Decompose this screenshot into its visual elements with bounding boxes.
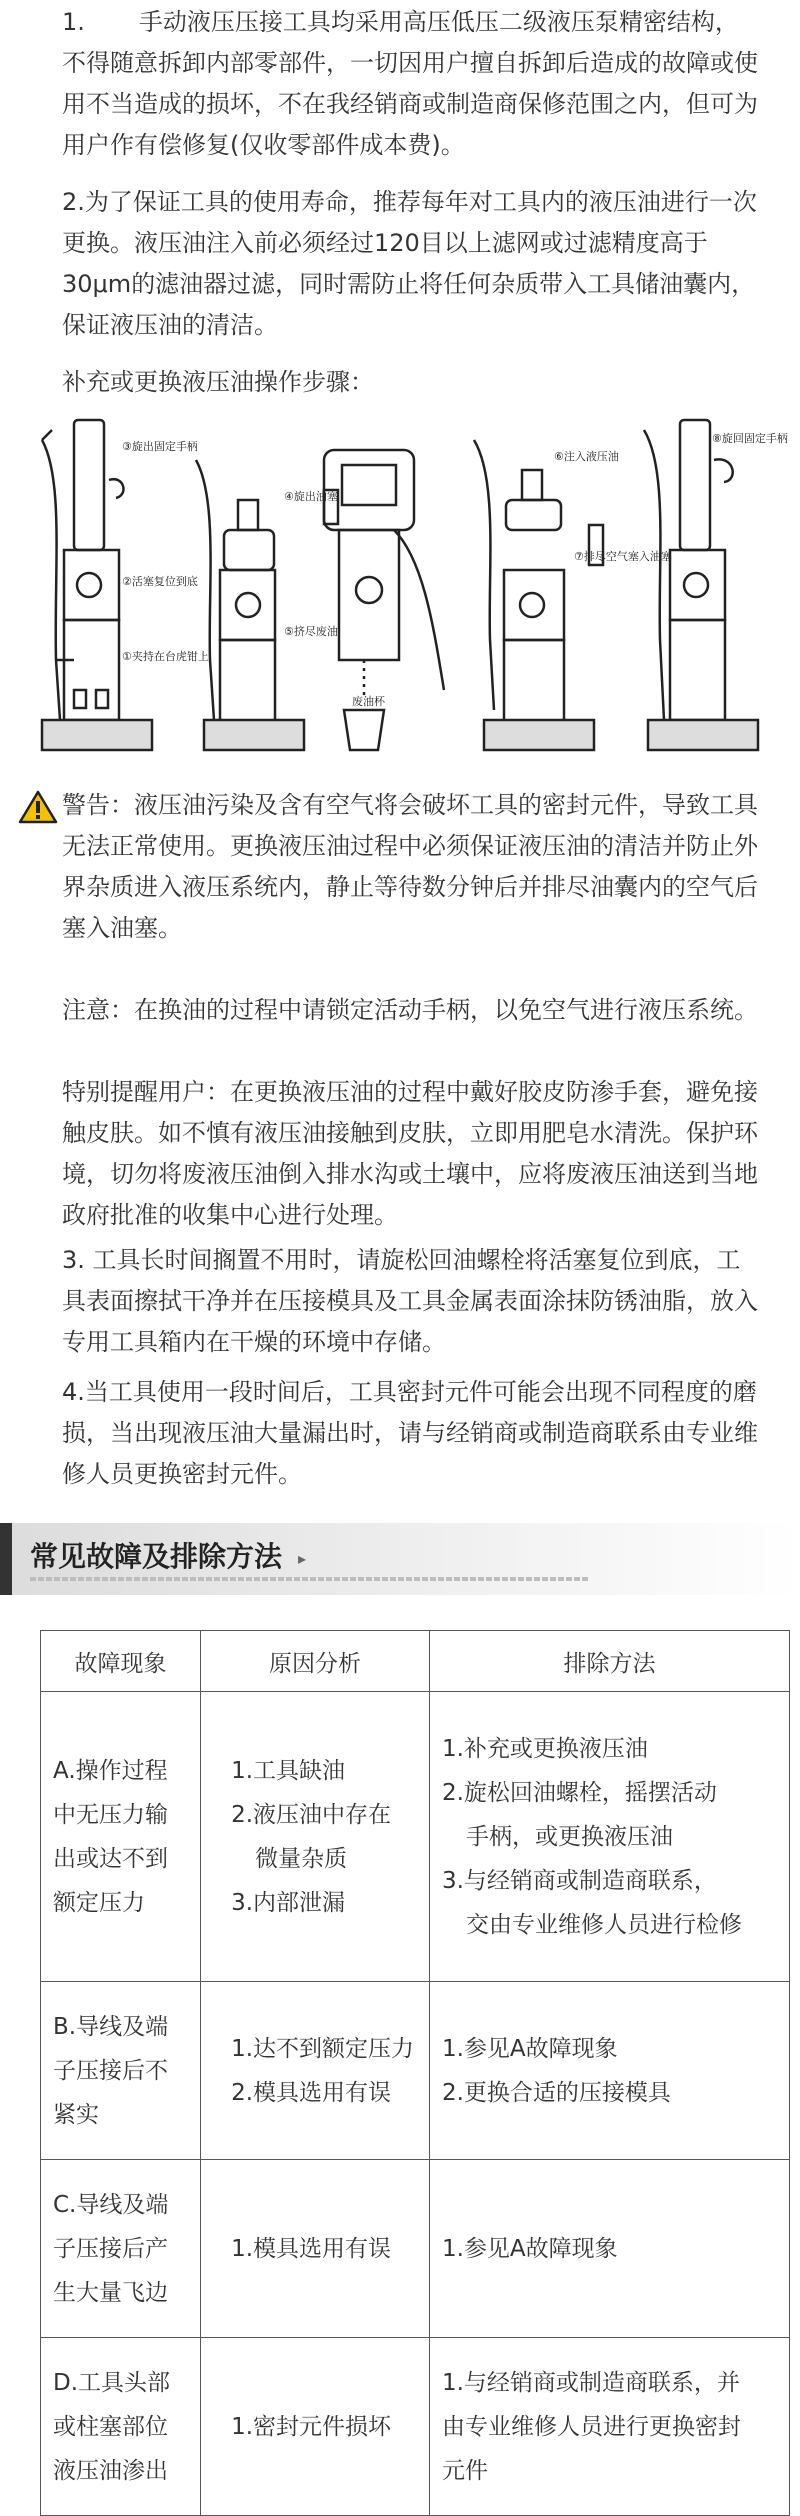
steps-title: 补充或更换液压油操作步骤： bbox=[62, 368, 374, 396]
fix-cell bbox=[429, 2160, 789, 2338]
step-figure-2 bbox=[196, 460, 338, 750]
symptom-line: 出或达不到 bbox=[53, 1845, 168, 1872]
section-title: 常见故障及排除方法 bbox=[30, 1540, 283, 1573]
fix-line: 1.补充或更换液压油 bbox=[441, 1735, 648, 1762]
figure-label-4: ④旋出油塞 bbox=[284, 490, 338, 503]
fix-line: 1.参见A故障现象 bbox=[441, 2035, 618, 2062]
cause-line: 1.工具缺油 bbox=[231, 1757, 346, 1784]
cause-line: 3.内部泄漏 bbox=[231, 1889, 346, 1916]
symptom-line: 额定压力 bbox=[53, 1889, 145, 1916]
fix-cell bbox=[429, 2338, 789, 2516]
intro-item-1 bbox=[62, 2, 762, 166]
reminder-text: 特别提醒用户：在更换液压油的过程中戴好胶皮防渗手套，避免接触皮肤。如不慎有液压油接触到皮肤，立即用肥皂水清洗。保护环境，切勿将废液压油倒入排水沟或土壤中，应将废液压油送到当地政府批准的收集中心进行处理。 bbox=[62, 1078, 758, 1229]
cause-cell bbox=[201, 1982, 430, 2160]
fix-cell bbox=[429, 1692, 789, 1982]
symptom-line: 液压油渗出 bbox=[53, 2457, 168, 2484]
step-figure-5 bbox=[644, 420, 758, 750]
table-row bbox=[41, 1692, 790, 1982]
symptom-line: 生大量飞边 bbox=[53, 2279, 168, 2306]
fix-line: 由专业维修人员进行更换密封 bbox=[441, 2413, 741, 2440]
fix-line: 2.更换合适的压接模具 bbox=[441, 2079, 671, 2106]
symptom-cell bbox=[41, 1982, 201, 2160]
warning-text: 警告：液压油污染及含有空气将会破坏工具的密封元件，导致工具无法正常使用。更换液压油过程中必须保证液压油的清洁并防止外界杂质进入液压系统内，静止等待数分钟后并排尽油囊内的空气后塞入油塞。 bbox=[62, 791, 758, 942]
figure-label-2: ②活塞复位到底 bbox=[122, 575, 198, 588]
cause-cell bbox=[201, 2160, 430, 2338]
symptom-line: C.导线及端 bbox=[53, 2191, 169, 2218]
cause-line: 2.液压油中存在 bbox=[231, 1801, 392, 1828]
figure-label-7: ⑦排尽空气塞入油塞 bbox=[574, 550, 672, 563]
figure-label-bottle: 废油杯 bbox=[352, 695, 385, 708]
column-header-symptom: 故障现象 bbox=[41, 1631, 201, 1692]
figure-label-5: ⑤挤尽废油 bbox=[284, 625, 338, 638]
section-header-accent bbox=[0, 1523, 12, 1595]
section-header bbox=[0, 1523, 800, 1595]
intro-item-1-text: 手动液压压接工具均采用高压低压二级液压泵精密结构，不得随意拆卸内部零部件，一切因用户擅自拆卸后造成的故障或使用不当造成的损坏，不在我经销商或制造商保修范围之内，但可为用户作有偿修复(仅收零部件成本费)。 bbox=[62, 8, 758, 159]
cause-cell bbox=[201, 1692, 430, 1982]
symptom-cell bbox=[41, 2338, 201, 2516]
fix-line: 1.与经销商或制造商联系，并 bbox=[441, 2369, 740, 2396]
fix-line: 手柄，或更换液压油 bbox=[465, 1823, 673, 1850]
symptom-line: D.工具头部 bbox=[53, 2369, 171, 2396]
column-header-cause: 原因分析 bbox=[201, 1631, 430, 1692]
table-row bbox=[41, 2160, 790, 2338]
symptom-line: 子压接后不 bbox=[53, 2057, 168, 2084]
intro-item-1-number: 1. bbox=[62, 8, 85, 36]
fix-line: 1.参见A故障现象 bbox=[441, 2235, 618, 2262]
symptom-line: 中无压力输 bbox=[53, 1801, 168, 1828]
warning-icon bbox=[18, 790, 58, 824]
table-header-row bbox=[41, 1631, 790, 1692]
symptom-line: 或柱塞部位 bbox=[53, 2413, 168, 2440]
fix-line: 3.与经销商或制造商联系， bbox=[441, 1867, 717, 1894]
fix-line: 交由专业维修人员进行检修 bbox=[465, 1911, 742, 1938]
cause-cell bbox=[201, 2338, 430, 2516]
table-row bbox=[41, 1982, 790, 2160]
fault-table bbox=[40, 1630, 790, 2516]
fix-line: 2.旋松回油螺栓，摇摆活动 bbox=[441, 1779, 717, 1806]
symptom-cell bbox=[41, 2160, 201, 2338]
section-header-rule bbox=[30, 1577, 590, 1581]
figure-label-8: ⑧旋回固定手柄 bbox=[712, 432, 788, 445]
intro-item-2: 2.为了保证工具的使用寿命，推荐每年对工具内的液压油进行一次更换。液压油注入前必须经过120目以上滤网或过滤精度高于30μm的滤油器过滤，同时需防止将任何杂质带入工具储油囊内，保证液压油的清洁。 bbox=[62, 188, 757, 339]
cause-line: 1.模具选用有误 bbox=[231, 2235, 392, 2262]
section-arrow-icon: ▸ bbox=[298, 1549, 307, 1568]
fix-line: 元件 bbox=[441, 2457, 488, 2484]
table-row bbox=[41, 2338, 790, 2516]
maintenance-item-4: 4.当工具使用一段时间后，工具密封元件可能会出现不同程度的磨损，当出现液压油大量漏出时，请与经销商或制造商联系由专业维修人员更换密封元件。 bbox=[62, 1378, 758, 1488]
symptom-line: B.导线及端 bbox=[53, 2013, 169, 2040]
figure-label-3: ③旋出固定手柄 bbox=[122, 440, 198, 453]
cause-line: 2.模具选用有误 bbox=[231, 2079, 392, 2106]
cause-line: 1.达不到额定压力 bbox=[231, 2035, 415, 2062]
maintenance-item-3: 3. 工具长时间搁置不用时，请旋松回油螺栓将活塞复位到底，工具表面擦拭干净并在压接模具及工具金属表面涂抹防锈油脂，放入专用工具箱内在干燥的环境中存储。 bbox=[62, 1246, 758, 1356]
figure-label-1: ①夹持在台虎钳上 bbox=[122, 650, 209, 663]
symptom-line: A.操作过程 bbox=[53, 1757, 168, 1784]
cause-line: 1.密封元件损坏 bbox=[231, 2413, 392, 2440]
column-header-fix: 排除方法 bbox=[429, 1631, 789, 1692]
cause-line: 微量杂质 bbox=[255, 1845, 348, 1872]
fix-cell bbox=[429, 1982, 789, 2160]
oil-change-steps-figure bbox=[34, 420, 788, 765]
caution-text: 注意：在换油的过程中请锁定活动手柄，以免空气进行液压系统。 bbox=[62, 996, 758, 1024]
figure-label-6: ⑥注入液压油 bbox=[554, 450, 619, 463]
symptom-line: 子压接后产 bbox=[53, 2235, 168, 2262]
symptom-line: 紧实 bbox=[53, 2101, 99, 2128]
step-figure-4 bbox=[474, 440, 603, 750]
symptom-cell bbox=[41, 1692, 201, 1982]
